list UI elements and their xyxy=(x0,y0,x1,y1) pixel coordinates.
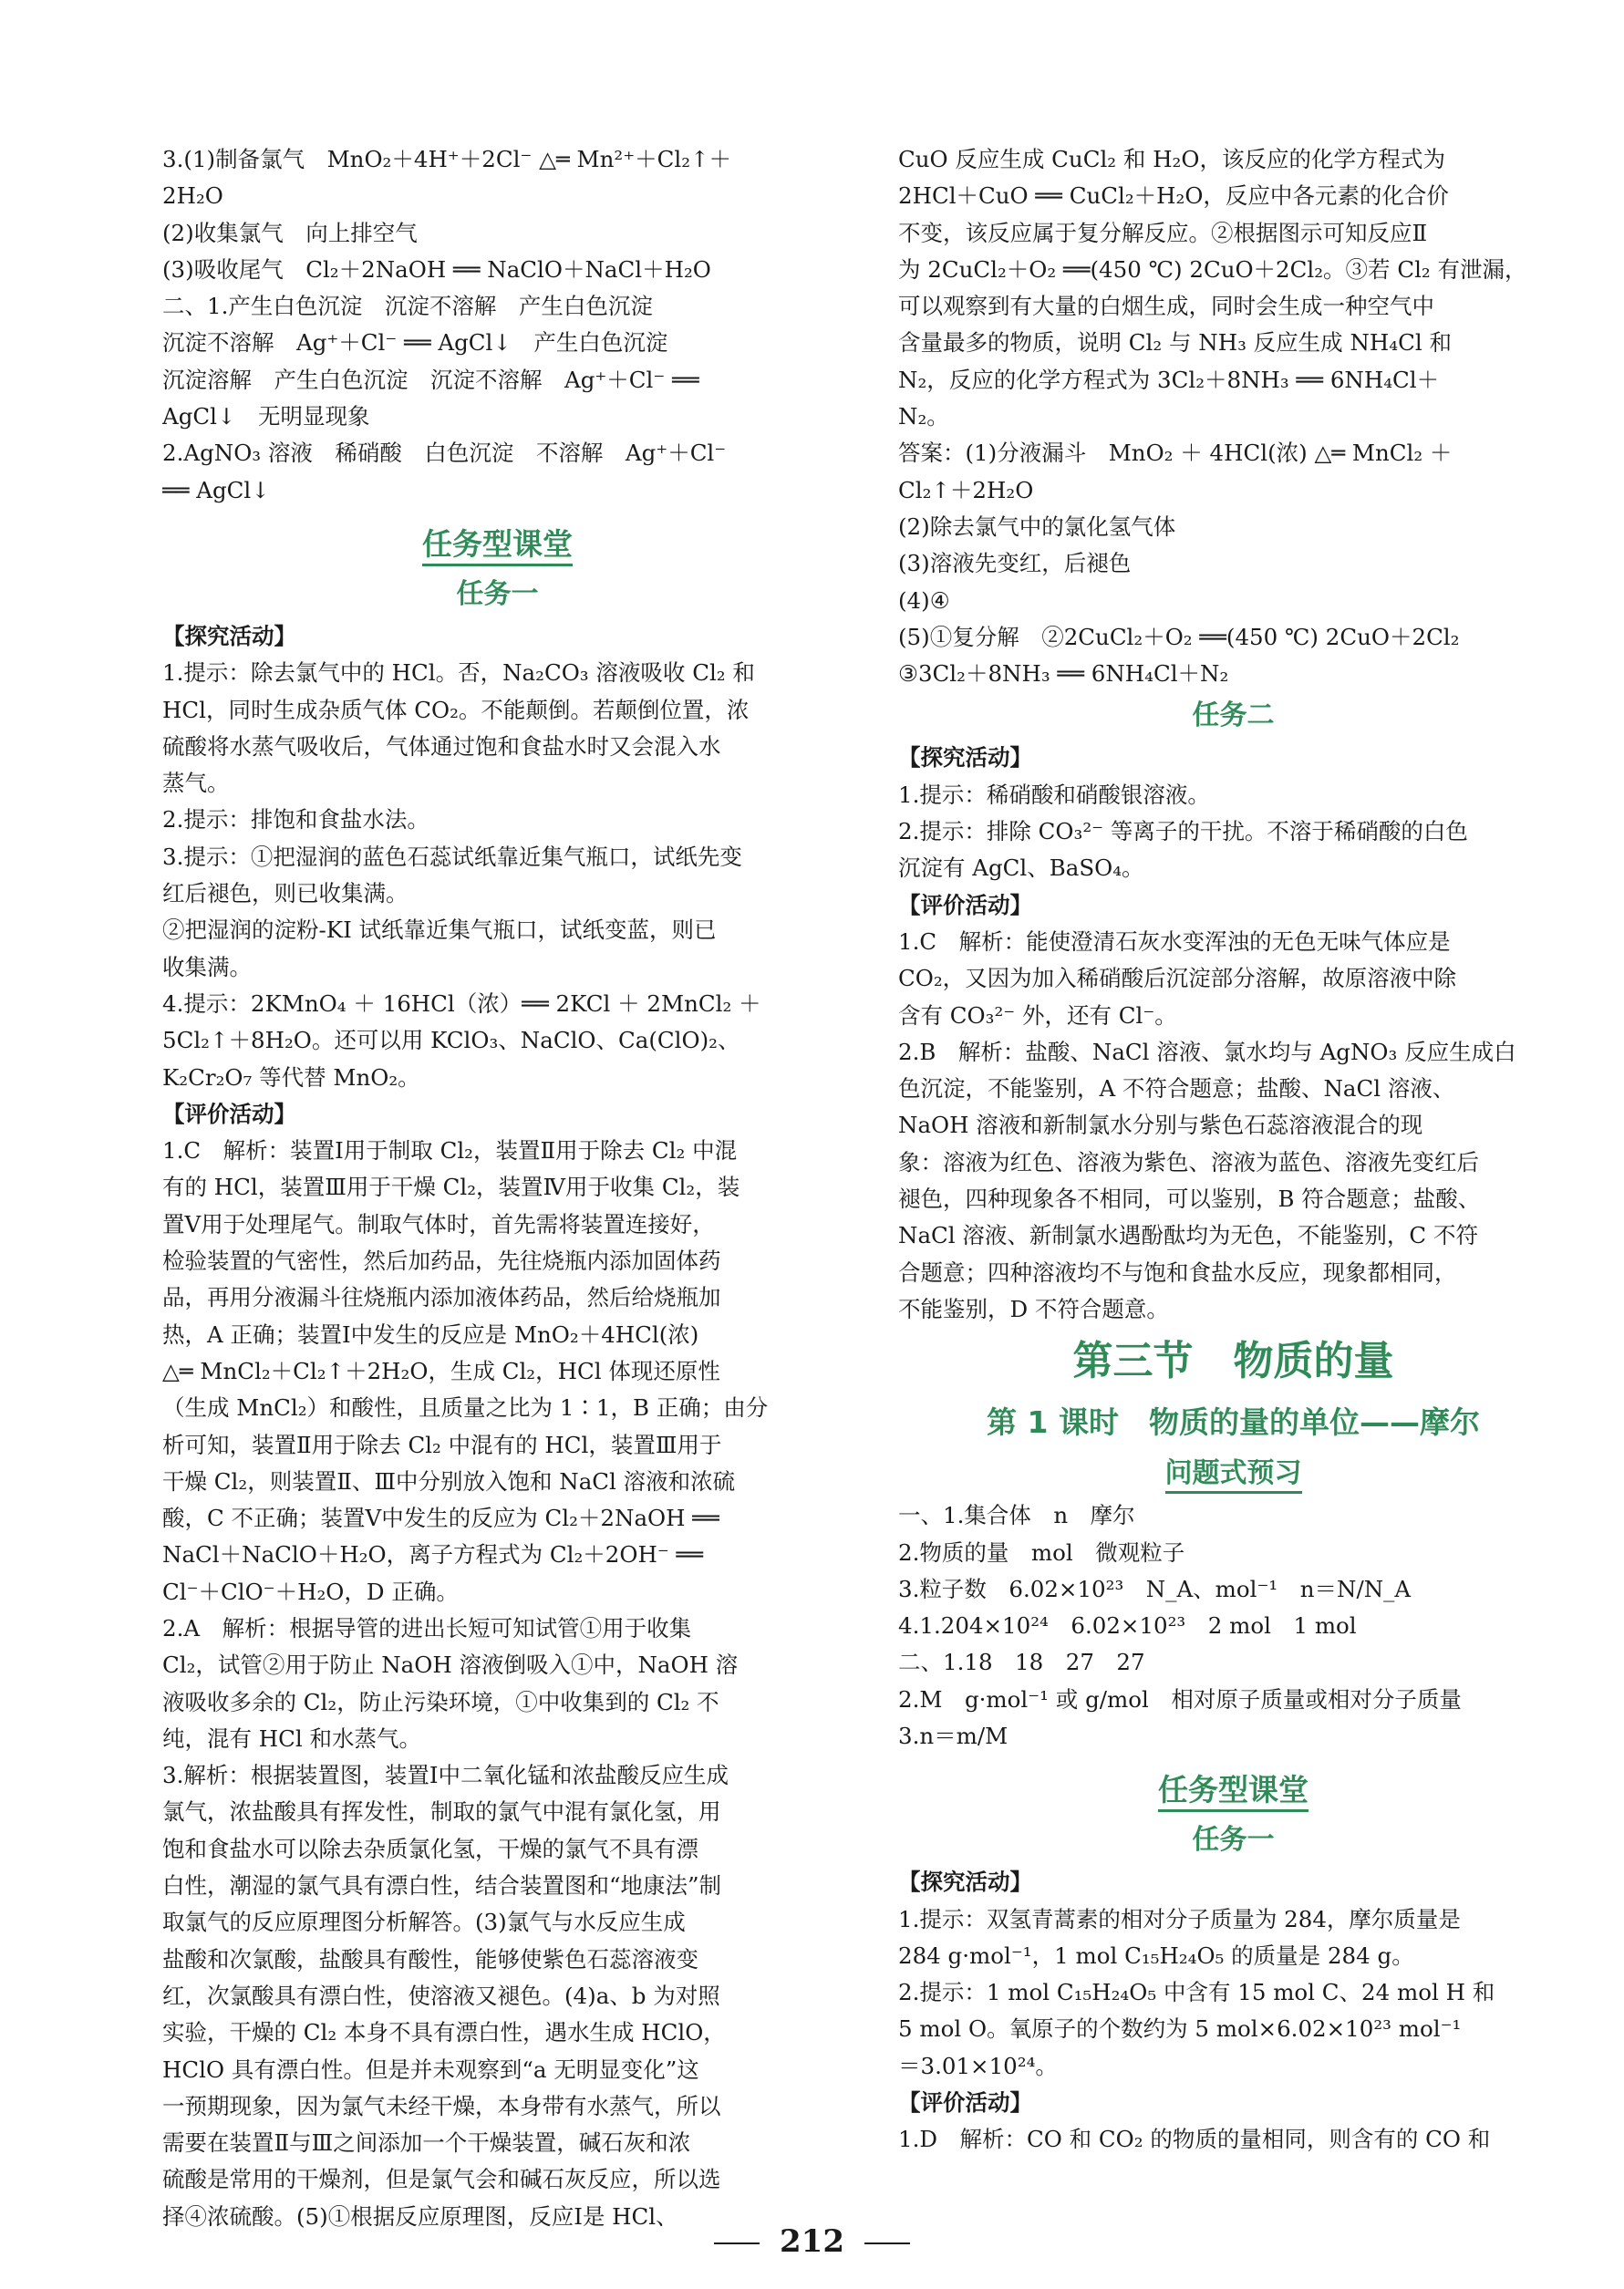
evaluation-activity-tag: 【评价活动】 xyxy=(898,2089,1032,2117)
text-line: 284 g·mol⁻¹，1 mol C₁₅H₂₄O₅ 的质量是 284 g。 xyxy=(898,1942,1414,1969)
text-line: ③3Cl₂＋8NH₃ ══ 6NH₄Cl＋N₂ xyxy=(898,660,1229,688)
text-line: 盐酸和次氯酸，盐酸具有酸性，能够使紫色石蕊溶液变 xyxy=(162,1945,698,1973)
text-line: 析可知，装置Ⅱ用于除去 Cl₂ 中混有的 HCl，装置Ⅲ用于 xyxy=(162,1431,722,1458)
text-line: 2H₂O xyxy=(162,182,223,210)
text-line: （生成 MnCl₂）和酸性，且质量之比为 1∶1，B 正确；由分 xyxy=(162,1394,769,1422)
text-line: 实验，干燥的 Cl₂ 本身不具有漂白性，遇水生成 HClO， xyxy=(162,2019,726,2046)
explore-activity-tag: 【探究活动】 xyxy=(898,744,1032,772)
text-line: 合题意；四种溶液均不与饱和食盐水反应，现象都相同， xyxy=(898,1258,1457,1286)
text-line: 1.C 解析：能使澄清石灰水变浑浊的无色无味气体应是 xyxy=(898,927,1451,955)
text-line: 硫酸将水蒸气吸收后，气体通过饱和食盐水时又会混入水 xyxy=(162,732,721,760)
explore-activity-tag: 【探究活动】 xyxy=(162,622,296,649)
text-line: 不能鉴别，D 不符合题意。 xyxy=(898,1295,1169,1322)
text-line: N₂，反应的化学方程式为 3Cl₂＋8NH₃ ══ 6NH₄Cl＋ xyxy=(898,366,1440,393)
text-line: 4.提示：2KMnO₄ ＋ 16HCl（浓）══ 2KCl ＋ 2MnCl₂ ＋ xyxy=(162,989,761,1017)
text-line: (2)收集氯气 向上排空气 xyxy=(162,219,418,246)
text-line: 2.提示：排饱和食盐水法。 xyxy=(162,806,429,834)
evaluation-activity-list xyxy=(162,1133,833,2235)
text-line: 1.提示：除去氯气中的 HCl。否，Na₂CO₃ 溶液吸收 Cl₂ 和 xyxy=(162,659,755,687)
left-column xyxy=(162,141,833,2235)
text-line: 3.n＝m/M xyxy=(898,1722,1009,1749)
text-line: 含有 CO₃²⁻ 外，还有 Cl⁻。 xyxy=(898,1001,1177,1029)
text-line: 色沉淀，不能鉴别，A 不符合题意；盐酸、NaCl 溶液、 xyxy=(898,1075,1455,1103)
text-line: 有的 HCl，装置Ⅲ用于干燥 Cl₂，装置Ⅳ用于收集 Cl₂，装 xyxy=(162,1174,740,1201)
text-line: 收集满。 xyxy=(162,953,252,980)
text-line: 5 mol O。氧原子的个数约为 5 mol×6.02×10²³ mol⁻¹ xyxy=(898,2015,1462,2043)
text-line: K₂Cr₂O₇ 等代替 MnO₂。 xyxy=(162,1063,420,1091)
text-line: 饱和食盐水可以除去杂质氯化氢，干燥的氯气不具有漂 xyxy=(162,1835,698,1862)
text-line: 沉淀不溶解 Ag⁺＋Cl⁻ ══ AgCl↓ 产生白色沉淀 xyxy=(162,329,668,357)
text-line: 沉淀溶解 产生白色沉淀 沉淀不溶解 Ag⁺＋Cl⁻ ══ xyxy=(162,366,699,393)
text-line: 红，次氯酸具有漂白性，使溶液又褪色。(4)a、b 为对照 xyxy=(162,1982,720,2009)
text-line: CO₂，又因为加入稀硝酸后沉淀部分溶解，故原溶液中除 xyxy=(898,965,1457,992)
text-line: 纯，混有 HCl 和水蒸气。 xyxy=(162,1725,422,1752)
text-line: 2.A 解析：根据导管的进出长短可知试管①用于收集 xyxy=(162,1614,692,1642)
text-line: 3.提示：①把湿润的蓝色石蕊试纸靠近集气瓶口，试纸先变 xyxy=(162,843,742,870)
text-line: 1.提示：双氢青蒿素的相对分子质量为 284，摩尔质量是 xyxy=(898,1905,1461,1932)
text-line: 2.提示：1 mol C₁₅H₂₄O₅ 中含有 15 mol C、24 mol H 和 xyxy=(898,1979,1495,2006)
text-line: Cl₂↑＋2H₂O xyxy=(898,476,1034,503)
text-line: 酸，C 不正确；装置Ⅴ中发生的反应为 Cl₂＋2NaOH ══ xyxy=(162,1505,719,1532)
text-line: 2.物质的量 mol 微观粒子 xyxy=(898,1538,1185,1566)
text-line: ＝3.01×10²⁴。 xyxy=(898,2052,1058,2079)
text-line: (3)吸收尾气 Cl₂＋2NaOH ══ NaClO＋NaCl＋H₂O xyxy=(162,255,711,283)
explore-activity-list xyxy=(162,655,833,1096)
text-line: 可以观察到有大量的白烟生成，同时会生成一种空气中 xyxy=(898,293,1434,320)
text-line: HCl，同时生成杂质气体 CO₂。不能颠倒。若颠倒位置，浓 xyxy=(162,696,750,723)
left-answer-block xyxy=(162,141,833,509)
evaluation-activity-tag: 【评价活动】 xyxy=(898,891,1032,918)
text-line: 2.M g·mol⁻¹ 或 g/mol 相对原子质量或相对分子质量 xyxy=(898,1685,1462,1713)
page-number: 212 xyxy=(0,2223,1624,2260)
text-line: Cl⁻＋ClO⁻＋H₂O，D 正确。 xyxy=(162,1578,459,1605)
right-column xyxy=(898,141,1568,2159)
text-line: 沉淀有 AgCl、BaSO₄。 xyxy=(898,854,1144,882)
text-line: △═ MnCl₂＋Cl₂↑＋2H₂O，生成 Cl₂，HCl 体现还原性 xyxy=(162,1357,720,1384)
text-line: 不变，该反应属于复分解反应。②根据图示可知反应Ⅱ xyxy=(898,219,1428,246)
text-line: 一预期现象，因为氯气未经干燥，本身带有水蒸气，所以 xyxy=(162,2092,721,2119)
heading-task-1: 任务一 xyxy=(456,577,539,610)
text-line: 取氯气的反应原理图分析解答。(3)氯气与水反应生成 xyxy=(162,1909,686,1936)
text-line: NaOH 溶液和新制氯水分别与紫色石蕊溶液混合的现 xyxy=(898,1112,1423,1139)
text-line: 红后褪色，则已收集满。 xyxy=(162,880,409,907)
heading-preview: 问题式预习 xyxy=(898,1450,1568,1497)
text-line: 氯气，浓盐酸具有挥发性，制取的氯气中混有氯化氢，用 xyxy=(162,1798,721,1826)
text-line: 蒸气。 xyxy=(162,770,230,797)
text-line: HClO 具有漂白性。但是并未观察到“a 无明显变化”这 xyxy=(162,2056,699,2083)
text-line: NaCl 溶液、新制氯水遇酚酞均为无色，不能鉴别，C 不符 xyxy=(898,1222,1478,1249)
lesson-title: 第 1 课时 物质的量的单位——摩尔 xyxy=(987,1404,1480,1441)
text-line: 3.(1)制备氯气 MnO₂＋4H⁺＋2Cl⁻ △═ Mn²⁺＋Cl₂↑＋ xyxy=(162,146,732,172)
text-line: ══ AgCl↓ xyxy=(162,476,270,503)
text-line: 5Cl₂↑＋8H₂O。还可以用 KClO₃、NaClO、Ca(ClO)₂、 xyxy=(162,1027,740,1054)
text-line: 2.提示：排除 CO₃²⁻ 等离子的干扰。不溶于稀硝酸的白色 xyxy=(898,818,1468,845)
text-line: 品，再用分液漏斗往烧瓶内添加液体药品，然后给烧瓶加 xyxy=(162,1284,721,1311)
text-line: 1.C 解析：装置Ⅰ用于制取 Cl₂，装置Ⅱ用于除去 Cl₂ 中混 xyxy=(162,1137,738,1165)
text-line: 检验装置的气密性，然后加药品，先往烧瓶内添加固体药 xyxy=(162,1248,721,1275)
text-line: CuO 反应生成 CuCl₂ 和 H₂O，该反应的化学方程式为 xyxy=(898,146,1445,172)
text-line: 一、1.集合体 n 摩尔 xyxy=(898,1502,1135,1529)
text-line: 1.提示：稀硝酸和硝酸银溶液。 xyxy=(898,781,1210,808)
heading-task-class: 任务型课堂 xyxy=(162,518,833,571)
heading-task-2: 任务二 xyxy=(1192,699,1275,732)
preview-answer-list xyxy=(898,1497,1568,1755)
text-line: 置Ⅴ用于处理尾气。制取气体时，首先需将装置连接好， xyxy=(162,1210,715,1238)
explore-activity-tag: 【探究活动】 xyxy=(898,1869,1032,1896)
text-line: (4)④ xyxy=(898,586,950,614)
text-line: (2)除去氯气中的氯化氢气体 xyxy=(898,513,1176,540)
text-line: 2.B 解析：盐酸、NaCl 溶液、氯水均与 AgNO₃ 反应生成白 xyxy=(898,1038,1516,1065)
text-line: 二、1.18 18 27 27 xyxy=(898,1649,1145,1676)
text-line: NaCl＋NaClO＋H₂O，离子方程式为 Cl₂＋2OH⁻ ══ xyxy=(162,1541,704,1569)
text-line: 2HCl＋CuO ══ CuCl₂＋H₂O，反应中各元素的化合价 xyxy=(898,182,1449,210)
text-line: 二、1.产生白色沉淀 沉淀不溶解 产生白色沉淀 xyxy=(162,293,653,320)
text-line: 4.1.204×10²⁴ 6.02×10²³ 2 mol 1 mol xyxy=(898,1612,1357,1640)
text-line: 2.AgNO₃ 溶液 稀硝酸 白色沉淀 不溶解 Ag⁺＋Cl⁻ xyxy=(162,440,727,467)
evaluation-activity-list xyxy=(898,924,1568,1328)
text-line: 1.D 解析：CO 和 CO₂ 的物质的量相同，则含有的 CO 和 xyxy=(898,2126,1491,2153)
text-line: 为 2CuCl₂＋O₂ ══(450 ℃) 2CuO＋2Cl₂。③若 Cl₂ 有泄漏， xyxy=(898,255,1527,283)
evaluation-activity-list xyxy=(898,2121,1568,2158)
text-line: 硫酸是常用的干燥剂，但是氯气会和碱石灰反应，所以选 xyxy=(162,2166,721,2193)
text-line: 3.粒子数 6.02×10²³ N_A、mol⁻¹ n＝N/N_A xyxy=(898,1575,1412,1602)
text-line: 需要在装置Ⅱ与Ⅲ之间添加一个干燥装置，碱石灰和浓 xyxy=(162,2129,691,2157)
text-line: ②把湿润的淀粉-KI 试纸靠近集气瓶口，试纸变蓝，则已 xyxy=(162,917,717,944)
text-line: N₂。 xyxy=(898,403,949,430)
text-line: 干燥 Cl₂，则装置Ⅱ、Ⅲ中分别放入饱和 NaCl 溶液和浓硫 xyxy=(162,1467,736,1495)
text-line: 褪色，四种现象各不相同，可以鉴别，B 符合题意；盐酸、 xyxy=(898,1186,1481,1213)
right-answer-block xyxy=(898,141,1568,692)
text-line: 择④浓硫酸。(5)①根据反应原理图，反应Ⅰ是 HCl、 xyxy=(162,2202,678,2230)
text-line: 液吸收多余的 Cl₂，防止污染环境，①中收集到的 Cl₂ 不 xyxy=(162,1688,719,1715)
evaluation-activity-tag: 【评价活动】 xyxy=(162,1100,296,1127)
explore-activity-list xyxy=(898,1901,1568,2085)
text-line: 答案：(1)分液漏斗 MnO₂ ＋ 4HCl(浓) △═ MnCl₂ ＋ xyxy=(898,440,1453,467)
text-line: 3.解析：根据装置图，装置Ⅰ中二氧化锰和浓盐酸反应生成 xyxy=(162,1762,729,1789)
text-line: Cl₂，试管②用于防止 NaOH 溶液倒吸入①中，NaOH 溶 xyxy=(162,1652,739,1679)
text-line: 热，A 正确；装置Ⅰ中发生的反应是 MnO₂＋4HCl(浓) xyxy=(162,1321,699,1348)
text-line: 含量最多的物质，说明 Cl₂ 与 NH₃ 反应生成 NH₄Cl 和 xyxy=(898,329,1452,357)
explore-activity-list xyxy=(898,777,1568,887)
text-line: 白性，潮湿的氯气具有漂白性，结合装置图和“地康法”制 xyxy=(162,1872,722,1900)
text-line: 象：溶液为红色、溶液为紫色、溶液为蓝色、溶液先变红后 xyxy=(898,1148,1479,1176)
text-line: AgCl↓ 无明显现象 xyxy=(162,403,370,430)
heading-task-class: 任务型课堂 xyxy=(898,1764,1568,1817)
text-line: (5)①复分解 ②2CuCl₂＋O₂ ══(450 ℃) 2CuO＋2Cl₂ xyxy=(898,623,1460,650)
heading-task-1: 任务一 xyxy=(1192,1824,1275,1857)
section-title: 第三节 物质的量 xyxy=(1072,1338,1394,1385)
text-line: (3)溶液先变红，后褪色 xyxy=(898,550,1132,577)
